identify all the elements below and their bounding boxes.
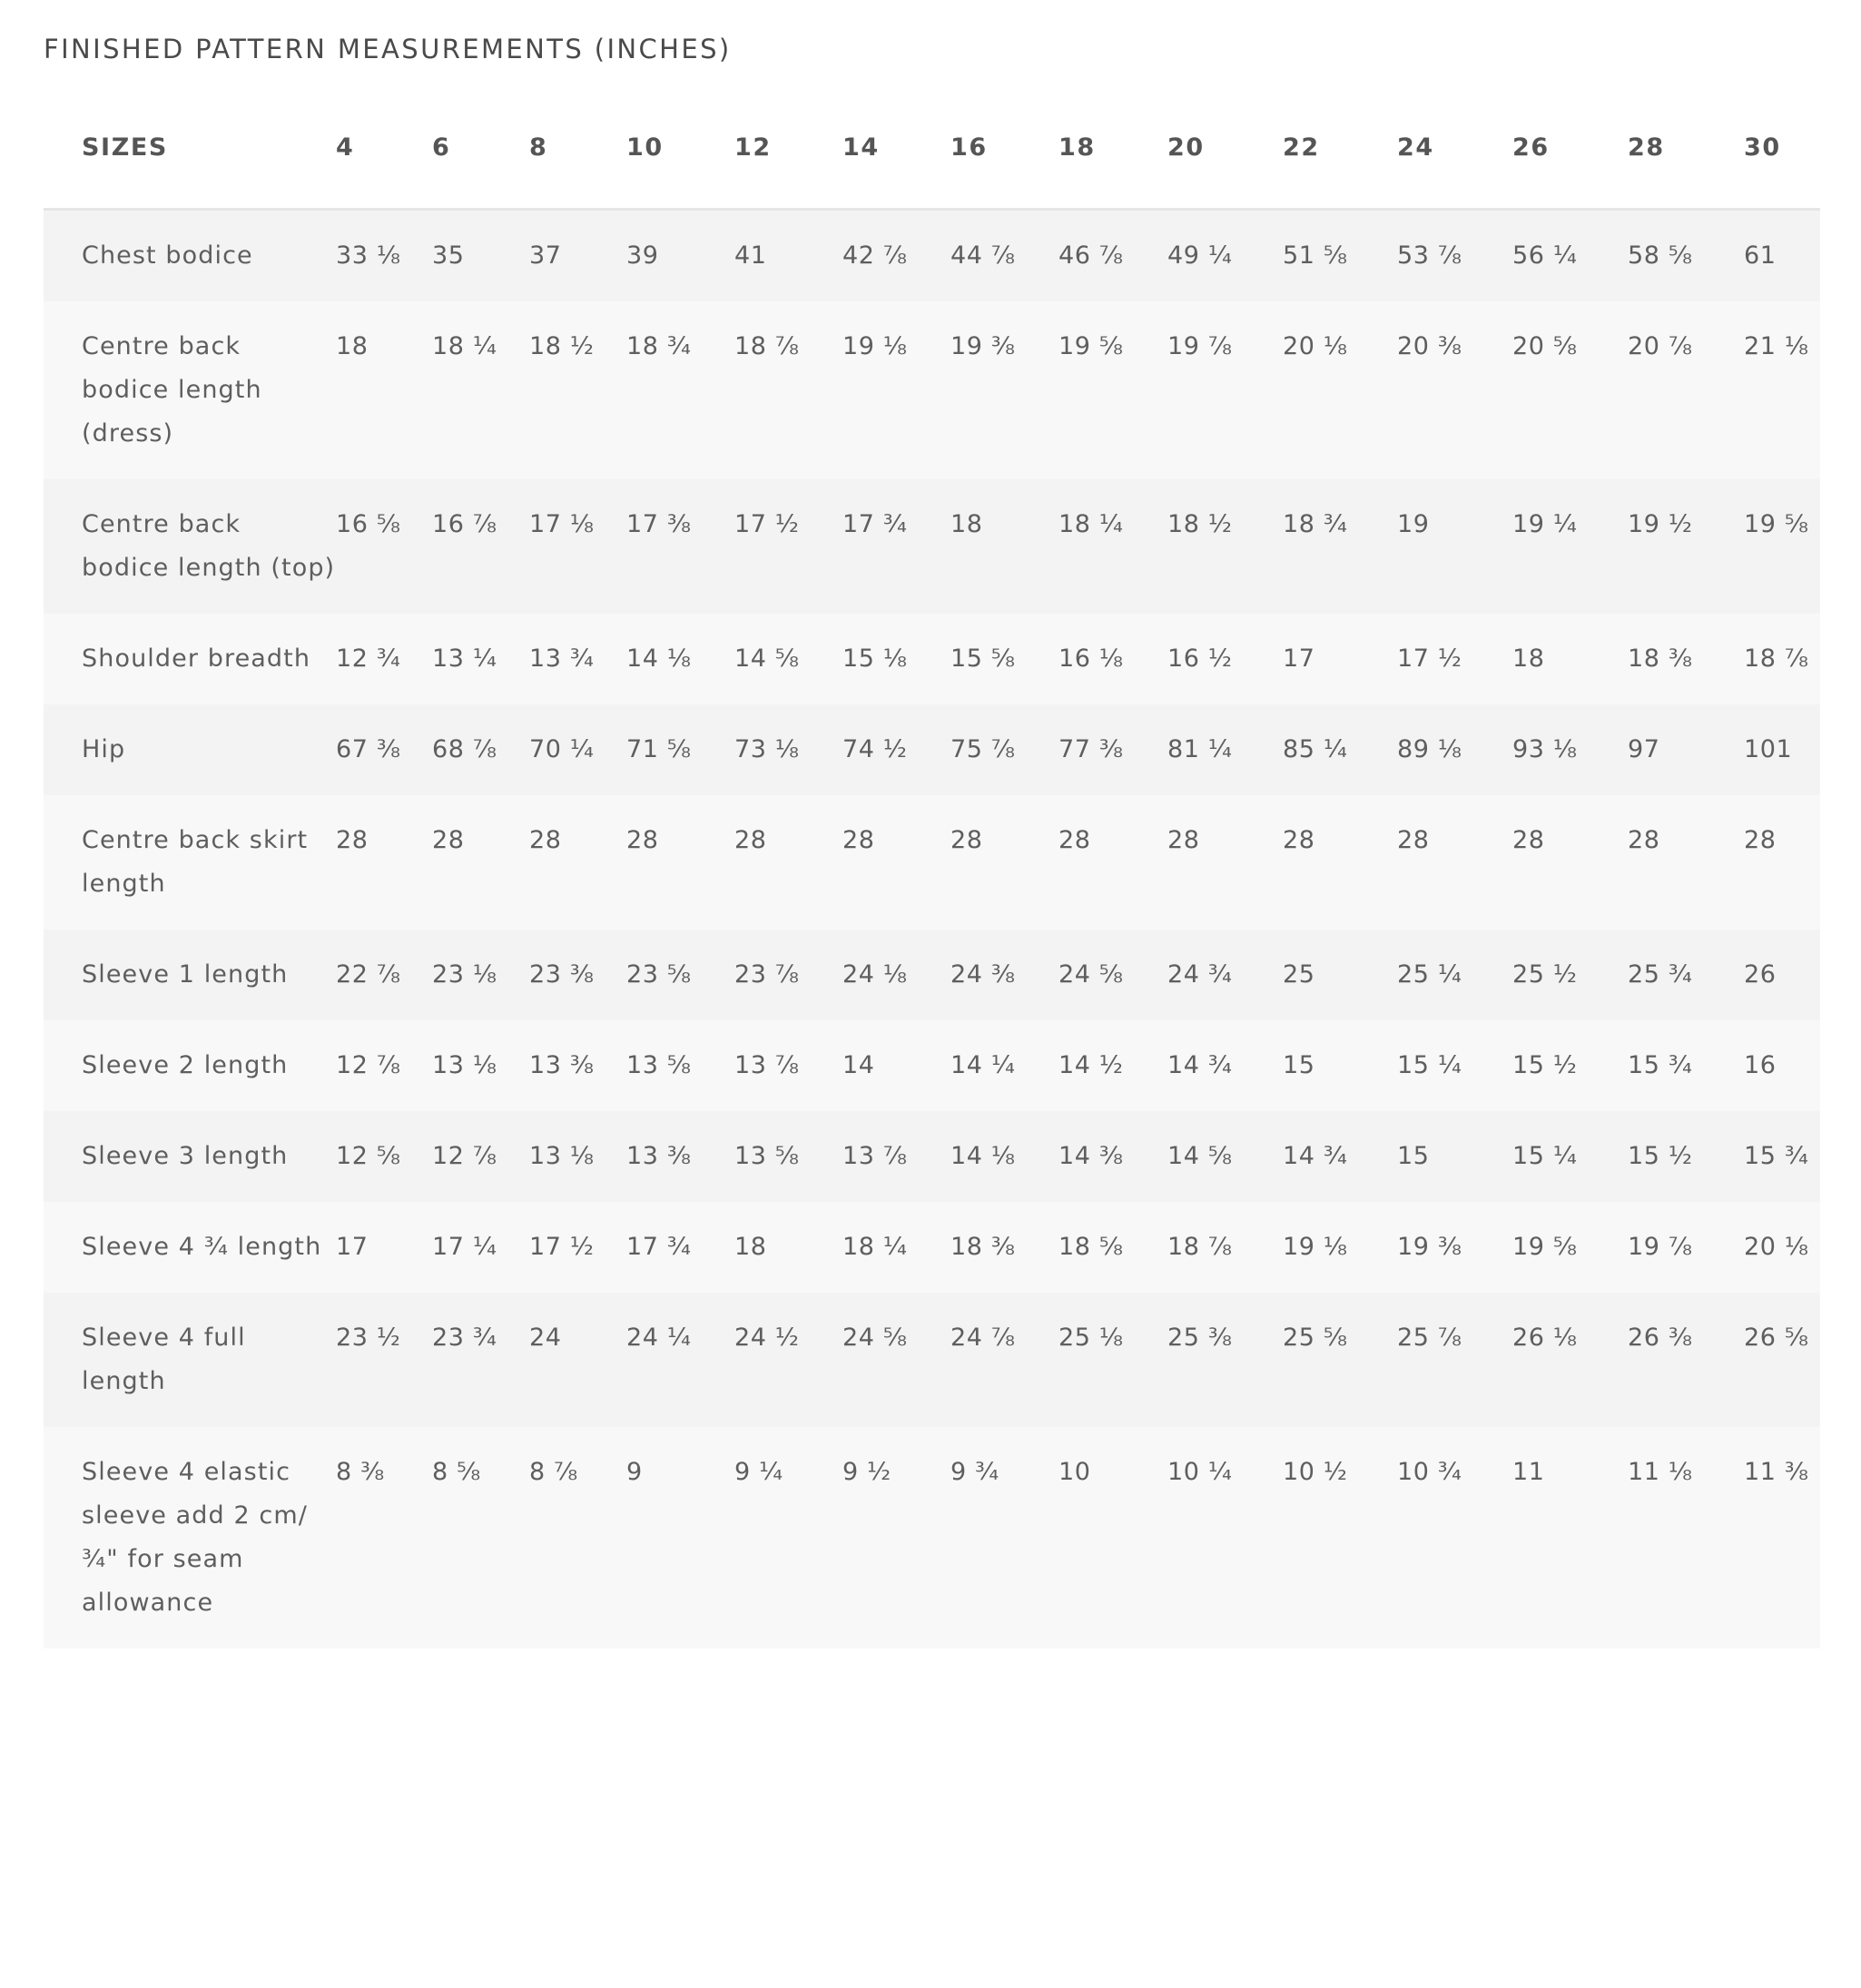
table-cell: 14 xyxy=(842,1051,875,1079)
table-cell: 18 xyxy=(336,332,369,360)
table-cell: 97 xyxy=(1628,735,1660,763)
table-cell: 21 ⅛ xyxy=(1744,332,1809,360)
table-cell: 25 ⅞ xyxy=(1397,1324,1462,1352)
table-cell: 12 ⅞ xyxy=(336,1051,401,1079)
table-row xyxy=(44,1111,1820,1202)
table-cell: 18 ¼ xyxy=(842,1233,908,1261)
table-cell: 18 xyxy=(950,510,983,538)
table-cell: 23 ¾ xyxy=(432,1324,497,1352)
table-cell: 24 ¾ xyxy=(1167,960,1233,989)
table-cell: 19 ⅞ xyxy=(1167,332,1233,360)
table-cell: 42 ⅞ xyxy=(842,241,908,270)
table-cell: 22 ⅞ xyxy=(336,960,401,989)
table-cell: 20 ⅜ xyxy=(1397,332,1462,360)
table-cell: 13 ⅞ xyxy=(842,1142,908,1170)
table-cell: 23 ⅞ xyxy=(734,960,800,989)
table-cell: 12 ¾ xyxy=(336,645,401,673)
table-cell: 16 ⅝ xyxy=(336,510,401,538)
table-cell: 44 ⅞ xyxy=(950,241,1016,270)
table-cell: 23 ⅝ xyxy=(626,960,692,989)
row-label: Sleeve 4 ¾ length xyxy=(82,1233,322,1261)
table-cell: 13 ⅝ xyxy=(734,1142,800,1170)
table-cell: 20 ⅛ xyxy=(1283,332,1348,360)
table-cell: 9 xyxy=(626,1458,643,1486)
header-size: 26 xyxy=(1512,87,1628,210)
table-cell: 58 ⅝ xyxy=(1628,241,1693,270)
table-cell: 25 ¼ xyxy=(1397,960,1462,989)
table-cell: 16 ⅞ xyxy=(432,510,497,538)
table-cell: 23 ⅜ xyxy=(529,960,595,989)
table-cell: 19 ⅛ xyxy=(842,332,908,360)
table-cell: 17 xyxy=(1283,645,1315,673)
table-row xyxy=(44,930,1820,1020)
table-cell: 85 ¼ xyxy=(1283,735,1348,763)
table-cell: 24 ⅛ xyxy=(842,960,908,989)
table-cell: 101 xyxy=(1744,735,1793,763)
table-cell: 28 xyxy=(432,826,465,854)
table-cell: 17 ⅛ xyxy=(529,510,595,538)
table-cell: 12 ⅝ xyxy=(336,1142,401,1170)
table-cell: 14 ⅝ xyxy=(1167,1142,1233,1170)
table-cell: 81 ¼ xyxy=(1167,735,1233,763)
table-cell: 24 ⅜ xyxy=(950,960,1016,989)
table-cell: 46 ⅞ xyxy=(1059,241,1124,270)
header-size: 12 xyxy=(734,87,842,210)
table-cell: 19 ⅜ xyxy=(950,332,1016,360)
table-cell: 18 ⅞ xyxy=(734,332,800,360)
table-cell: 16 ½ xyxy=(1167,645,1233,673)
table-cell: 13 ⅛ xyxy=(432,1051,497,1079)
table-cell: 24 xyxy=(529,1324,562,1352)
table-cell: 17 ¼ xyxy=(432,1233,497,1261)
table-cell: 20 ⅛ xyxy=(1744,1233,1809,1261)
table-cell: 13 ⅞ xyxy=(734,1051,800,1079)
table-cell: 67 ⅜ xyxy=(336,735,401,763)
table-cell: 26 xyxy=(1744,960,1777,989)
table-cell: 28 xyxy=(1283,826,1315,854)
table-cell: 16 xyxy=(1744,1051,1777,1079)
table-cell: 25 ¾ xyxy=(1628,960,1693,989)
table-cell: 26 ⅜ xyxy=(1628,1324,1693,1352)
table-cell: 18 ¼ xyxy=(1059,510,1124,538)
row-label: Shoulder breadth xyxy=(82,645,311,673)
table-cell: 10 ½ xyxy=(1283,1458,1348,1486)
table-cell: 33 ⅛ xyxy=(336,241,401,270)
table-cell: 11 ⅛ xyxy=(1628,1458,1693,1486)
header-size: 20 xyxy=(1167,87,1283,210)
row-label: Centre back bodice length (dress) xyxy=(82,332,262,448)
table-cell: 13 ⅜ xyxy=(626,1142,692,1170)
table-cell: 37 xyxy=(529,241,562,270)
table-cell: 18 xyxy=(1512,645,1545,673)
table-body xyxy=(44,210,1820,1649)
header-size: 18 xyxy=(1059,87,1167,210)
table-cell: 25 ⅝ xyxy=(1283,1324,1348,1352)
table-cell: 18 ⅞ xyxy=(1167,1233,1233,1261)
table-cell: 11 ⅜ xyxy=(1744,1458,1809,1486)
table-row xyxy=(44,614,1820,704)
table-cell: 15 ¼ xyxy=(1512,1142,1578,1170)
header-row xyxy=(44,87,1820,210)
table-cell: 71 ⅝ xyxy=(626,735,692,763)
table-cell: 41 xyxy=(734,241,767,270)
table-cell: 15 ½ xyxy=(1512,1051,1578,1079)
table-cell: 75 ⅞ xyxy=(950,735,1016,763)
table-cell: 19 ⅝ xyxy=(1059,332,1124,360)
table-cell: 18 ¾ xyxy=(1283,510,1348,538)
table-cell: 39 xyxy=(626,241,659,270)
table-cell: 74 ½ xyxy=(842,735,908,763)
table-row xyxy=(44,795,1820,930)
table-cell: 28 xyxy=(1744,826,1777,854)
table-cell: 23 ½ xyxy=(336,1324,401,1352)
table-cell: 10 xyxy=(1059,1458,1091,1486)
table-row xyxy=(44,479,1820,614)
table-row xyxy=(44,210,1820,302)
table-row xyxy=(44,704,1820,795)
table-cell: 13 ⅛ xyxy=(529,1142,595,1170)
table-cell: 26 ⅝ xyxy=(1744,1324,1809,1352)
header-size: 8 xyxy=(529,87,626,210)
table-cell: 10 ¼ xyxy=(1167,1458,1233,1486)
table-cell: 18 ¾ xyxy=(626,332,692,360)
row-label: Sleeve 3 length xyxy=(82,1142,289,1170)
table-cell: 15 xyxy=(1397,1142,1430,1170)
row-label: Sleeve 2 length xyxy=(82,1051,289,1079)
header-size: 10 xyxy=(626,87,734,210)
table-cell: 14 ⅝ xyxy=(734,645,800,673)
header-size: 22 xyxy=(1283,87,1397,210)
table-cell: 13 ⅝ xyxy=(626,1051,692,1079)
table-cell: 17 ½ xyxy=(1397,645,1462,673)
table-cell: 28 xyxy=(336,826,369,854)
table-cell: 61 xyxy=(1744,241,1777,270)
table-cell: 8 ⅜ xyxy=(336,1458,385,1486)
header-size: 24 xyxy=(1397,87,1512,210)
table-cell: 25 xyxy=(1283,960,1315,989)
header-size: 30 xyxy=(1744,87,1820,210)
table-cell: 20 ⅞ xyxy=(1628,332,1693,360)
table-cell: 28 xyxy=(1512,826,1545,854)
table-cell: 70 ¼ xyxy=(529,735,595,763)
header-size: 14 xyxy=(842,87,950,210)
table-cell: 77 ⅜ xyxy=(1059,735,1124,763)
table-row xyxy=(44,301,1820,479)
table-cell: 28 xyxy=(842,826,875,854)
table-cell: 13 ¼ xyxy=(432,645,497,673)
table-cell: 26 ⅛ xyxy=(1512,1324,1578,1352)
table-header xyxy=(44,87,1820,210)
table-cell: 15 ⅝ xyxy=(950,645,1016,673)
measurements-table xyxy=(44,87,1820,1648)
table-cell: 25 ⅛ xyxy=(1059,1324,1124,1352)
table-cell: 19 ⅞ xyxy=(1628,1233,1693,1261)
table-cell: 28 xyxy=(1167,826,1200,854)
table-cell: 49 ¼ xyxy=(1167,241,1233,270)
table-cell: 25 ½ xyxy=(1512,960,1578,989)
table-cell: 18 xyxy=(734,1233,767,1261)
row-label: Centre back bodice length (top) xyxy=(82,510,336,582)
table-cell: 93 ⅛ xyxy=(1512,735,1578,763)
table-cell: 53 ⅞ xyxy=(1397,241,1462,270)
table-row xyxy=(44,1427,1820,1648)
table-cell: 14 ¼ xyxy=(950,1051,1016,1079)
table-cell: 28 xyxy=(1628,826,1660,854)
table-cell: 51 ⅝ xyxy=(1283,241,1348,270)
table-cell: 9 ½ xyxy=(842,1458,891,1486)
table-cell: 73 ⅛ xyxy=(734,735,800,763)
table-cell: 9 ¼ xyxy=(734,1458,783,1486)
table-cell: 20 ⅝ xyxy=(1512,332,1578,360)
table-cell: 19 ⅝ xyxy=(1744,510,1809,538)
table-cell: 24 ⅝ xyxy=(1059,960,1124,989)
header-size: 28 xyxy=(1628,87,1744,210)
table-cell: 17 xyxy=(336,1233,369,1261)
header-sizes-label: SIZES xyxy=(44,87,336,210)
table-cell: 24 ¼ xyxy=(626,1324,692,1352)
table-cell: 15 ½ xyxy=(1628,1142,1693,1170)
table-cell: 18 ½ xyxy=(529,332,595,360)
table-cell: 10 ¾ xyxy=(1397,1458,1462,1486)
table-cell: 13 ¾ xyxy=(529,645,595,673)
table-cell: 14 ⅛ xyxy=(950,1142,1016,1170)
table-cell: 19 ⅜ xyxy=(1397,1233,1462,1261)
table-cell: 19 ½ xyxy=(1628,510,1693,538)
table-cell: 19 xyxy=(1397,510,1430,538)
table-cell: 19 ¼ xyxy=(1512,510,1578,538)
table-cell: 28 xyxy=(1059,826,1091,854)
table-cell: 14 ¾ xyxy=(1167,1051,1233,1079)
table-cell: 17 ¾ xyxy=(842,510,908,538)
table-cell: 11 xyxy=(1512,1458,1545,1486)
table-cell: 15 ⅛ xyxy=(842,645,908,673)
row-label: Sleeve 1 length xyxy=(82,960,289,989)
table-cell: 8 ⅝ xyxy=(432,1458,481,1486)
table-cell: 24 ⅞ xyxy=(950,1324,1016,1352)
table-cell: 19 ⅝ xyxy=(1512,1233,1578,1261)
table-cell: 18 ⅜ xyxy=(950,1233,1016,1261)
row-label: Centre back skirt length xyxy=(82,826,309,898)
table-cell: 89 ⅛ xyxy=(1397,735,1462,763)
table-cell: 18 ⅜ xyxy=(1628,645,1693,673)
table-cell: 25 ⅜ xyxy=(1167,1324,1233,1352)
table-cell: 14 ⅛ xyxy=(626,645,692,673)
row-label: Sleeve 4 elastic sleeve add 2 cm/¾" for seam allowance xyxy=(82,1458,308,1617)
table-cell: 15 ¾ xyxy=(1628,1051,1693,1079)
table-cell: 17 ⅜ xyxy=(626,510,692,538)
row-label: Hip xyxy=(82,735,126,763)
table-cell: 16 ⅛ xyxy=(1059,645,1124,673)
table-cell: 28 xyxy=(734,826,767,854)
table-cell: 28 xyxy=(529,826,562,854)
table-cell: 15 ¾ xyxy=(1744,1142,1809,1170)
row-label: Chest bodice xyxy=(82,241,253,270)
table-cell: 18 ½ xyxy=(1167,510,1233,538)
page-title: FINISHED PATTERN MEASUREMENTS (INCHES) xyxy=(44,34,732,64)
table-cell: 8 ⅞ xyxy=(529,1458,578,1486)
table-cell: 28 xyxy=(950,826,983,854)
table-cell: 14 ⅜ xyxy=(1059,1142,1124,1170)
table-cell: 18 ⅝ xyxy=(1059,1233,1124,1261)
table-cell: 14 ½ xyxy=(1059,1051,1124,1079)
table-row xyxy=(44,1293,1820,1427)
table-cell: 24 ½ xyxy=(734,1324,800,1352)
table-cell: 35 xyxy=(432,241,465,270)
table-row xyxy=(44,1020,1820,1111)
header-size: 16 xyxy=(950,87,1059,210)
table-cell: 12 ⅞ xyxy=(432,1142,497,1170)
table-cell: 14 ¾ xyxy=(1283,1142,1348,1170)
table-cell: 18 ⅞ xyxy=(1744,645,1809,673)
table-cell: 9 ¾ xyxy=(950,1458,999,1486)
table-cell: 19 ⅛ xyxy=(1283,1233,1348,1261)
table-cell: 15 ¼ xyxy=(1397,1051,1462,1079)
table-cell: 28 xyxy=(1397,826,1430,854)
table-cell: 17 ½ xyxy=(529,1233,595,1261)
table-cell: 68 ⅞ xyxy=(432,735,497,763)
table-cell: 18 ¼ xyxy=(432,332,497,360)
header-size: 4 xyxy=(336,87,432,210)
table-cell: 23 ⅛ xyxy=(432,960,497,989)
table-cell: 17 ¾ xyxy=(626,1233,692,1261)
table-cell: 17 ½ xyxy=(734,510,800,538)
table-row xyxy=(44,1202,1820,1293)
table-cell: 28 xyxy=(626,826,659,854)
header-size: 6 xyxy=(432,87,529,210)
table-cell: 24 ⅝ xyxy=(842,1324,908,1352)
table-cell: 56 ¼ xyxy=(1512,241,1578,270)
table-cell: 15 xyxy=(1283,1051,1315,1079)
table-cell: 13 ⅜ xyxy=(529,1051,595,1079)
row-label: Sleeve 4 full length xyxy=(82,1324,246,1395)
